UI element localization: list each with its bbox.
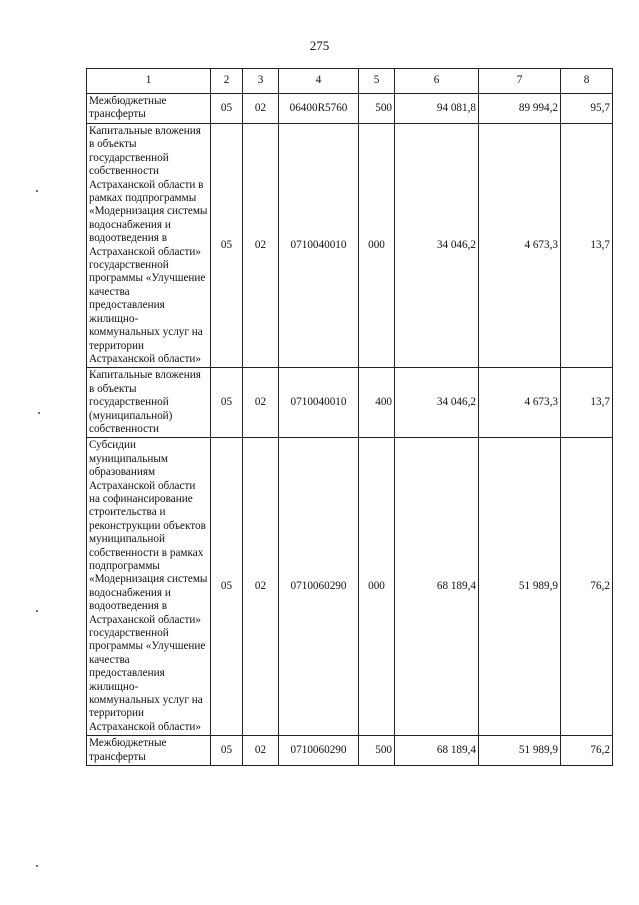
cell-executed: 51 989,9 [479, 438, 561, 736]
column-header: 8 [561, 69, 613, 94]
cell-section: 05 [211, 368, 243, 438]
cell-section: 05 [211, 124, 243, 368]
scan-speck [36, 610, 38, 612]
cell-section: 05 [211, 438, 243, 736]
column-header: 1 [87, 69, 211, 94]
cell-expense-type: 000 [359, 438, 395, 736]
cell-planned: 68 189,4 [395, 438, 479, 736]
table-row [87, 94, 613, 124]
cell-executed: 89 994,2 [479, 94, 561, 124]
cell-planned: 34 046,2 [395, 368, 479, 438]
scan-speck [38, 412, 40, 414]
cell-executed: 4 673,3 [479, 124, 561, 368]
scan-speck [36, 865, 38, 867]
cell-percent: 13,7 [561, 124, 613, 368]
cell-expense-type: 000 [359, 124, 395, 368]
cell-target-code: 0710060290 [279, 736, 359, 766]
cell-subsection: 02 [243, 368, 279, 438]
column-header: 7 [479, 69, 561, 94]
column-header: 5 [359, 69, 395, 94]
row-name: Субсидии муниципальным образованиям Астраханской области на софинансирование строительства и реконструкции объектов муниципальной собственности в рамках подпрограммы «Модернизация системы водоснабжения и водоотведения в Астраханской области» государственной программы «Улучшение качества предоставления жилищно-коммунальных услуг на территории Астраханской области» [87, 438, 211, 736]
cell-planned: 34 046,2 [395, 124, 479, 368]
cell-target-code: 0710040010 [279, 368, 359, 438]
cell-percent: 76,2 [561, 736, 613, 766]
cell-expense-type: 400 [359, 368, 395, 438]
table-row [87, 438, 613, 736]
table-row [87, 736, 613, 766]
cell-subsection: 02 [243, 94, 279, 124]
cell-planned: 68 189,4 [395, 736, 479, 766]
cell-target-code: 0710060290 [279, 438, 359, 736]
cell-section: 05 [211, 94, 243, 124]
cell-target-code: 06400R5760 [279, 94, 359, 124]
cell-target-code: 0710040010 [279, 124, 359, 368]
column-header: 3 [243, 69, 279, 94]
cell-section: 05 [211, 736, 243, 766]
row-name: Капитальные вложения в объекты государственной (муниципальной) собственности [87, 368, 211, 438]
header-row [87, 69, 613, 94]
cell-expense-type: 500 [359, 736, 395, 766]
cell-executed: 4 673,3 [479, 368, 561, 438]
cell-subsection: 02 [243, 124, 279, 368]
row-name: Капитальные вложения в объекты государственной собственности Астраханской области в рамках подпрограммы «Модернизация системы водоснабжения и водоотведения в Астраханской области» государственной программы «Улучшение качества предоставления жилищно-коммунальных услуг на территории Астраханской области» [87, 124, 211, 368]
cell-subsection: 02 [243, 438, 279, 736]
column-header: 4 [279, 69, 359, 94]
column-header: 6 [395, 69, 479, 94]
cell-planned: 94 081,8 [395, 94, 479, 124]
scan-speck [36, 190, 38, 192]
budget-table [86, 68, 613, 766]
cell-percent: 76,2 [561, 438, 613, 736]
cell-subsection: 02 [243, 736, 279, 766]
cell-expense-type: 500 [359, 94, 395, 124]
cell-percent: 95,7 [561, 94, 613, 124]
cell-executed: 51 989,9 [479, 736, 561, 766]
table-row [87, 368, 613, 438]
column-header: 2 [211, 69, 243, 94]
row-name: Межбюджетные трансферты [87, 94, 211, 124]
row-name: Межбюджетные трансферты [87, 736, 211, 766]
cell-percent: 13,7 [561, 368, 613, 438]
table-row [87, 124, 613, 368]
page-number: 275 [309, 38, 330, 53]
